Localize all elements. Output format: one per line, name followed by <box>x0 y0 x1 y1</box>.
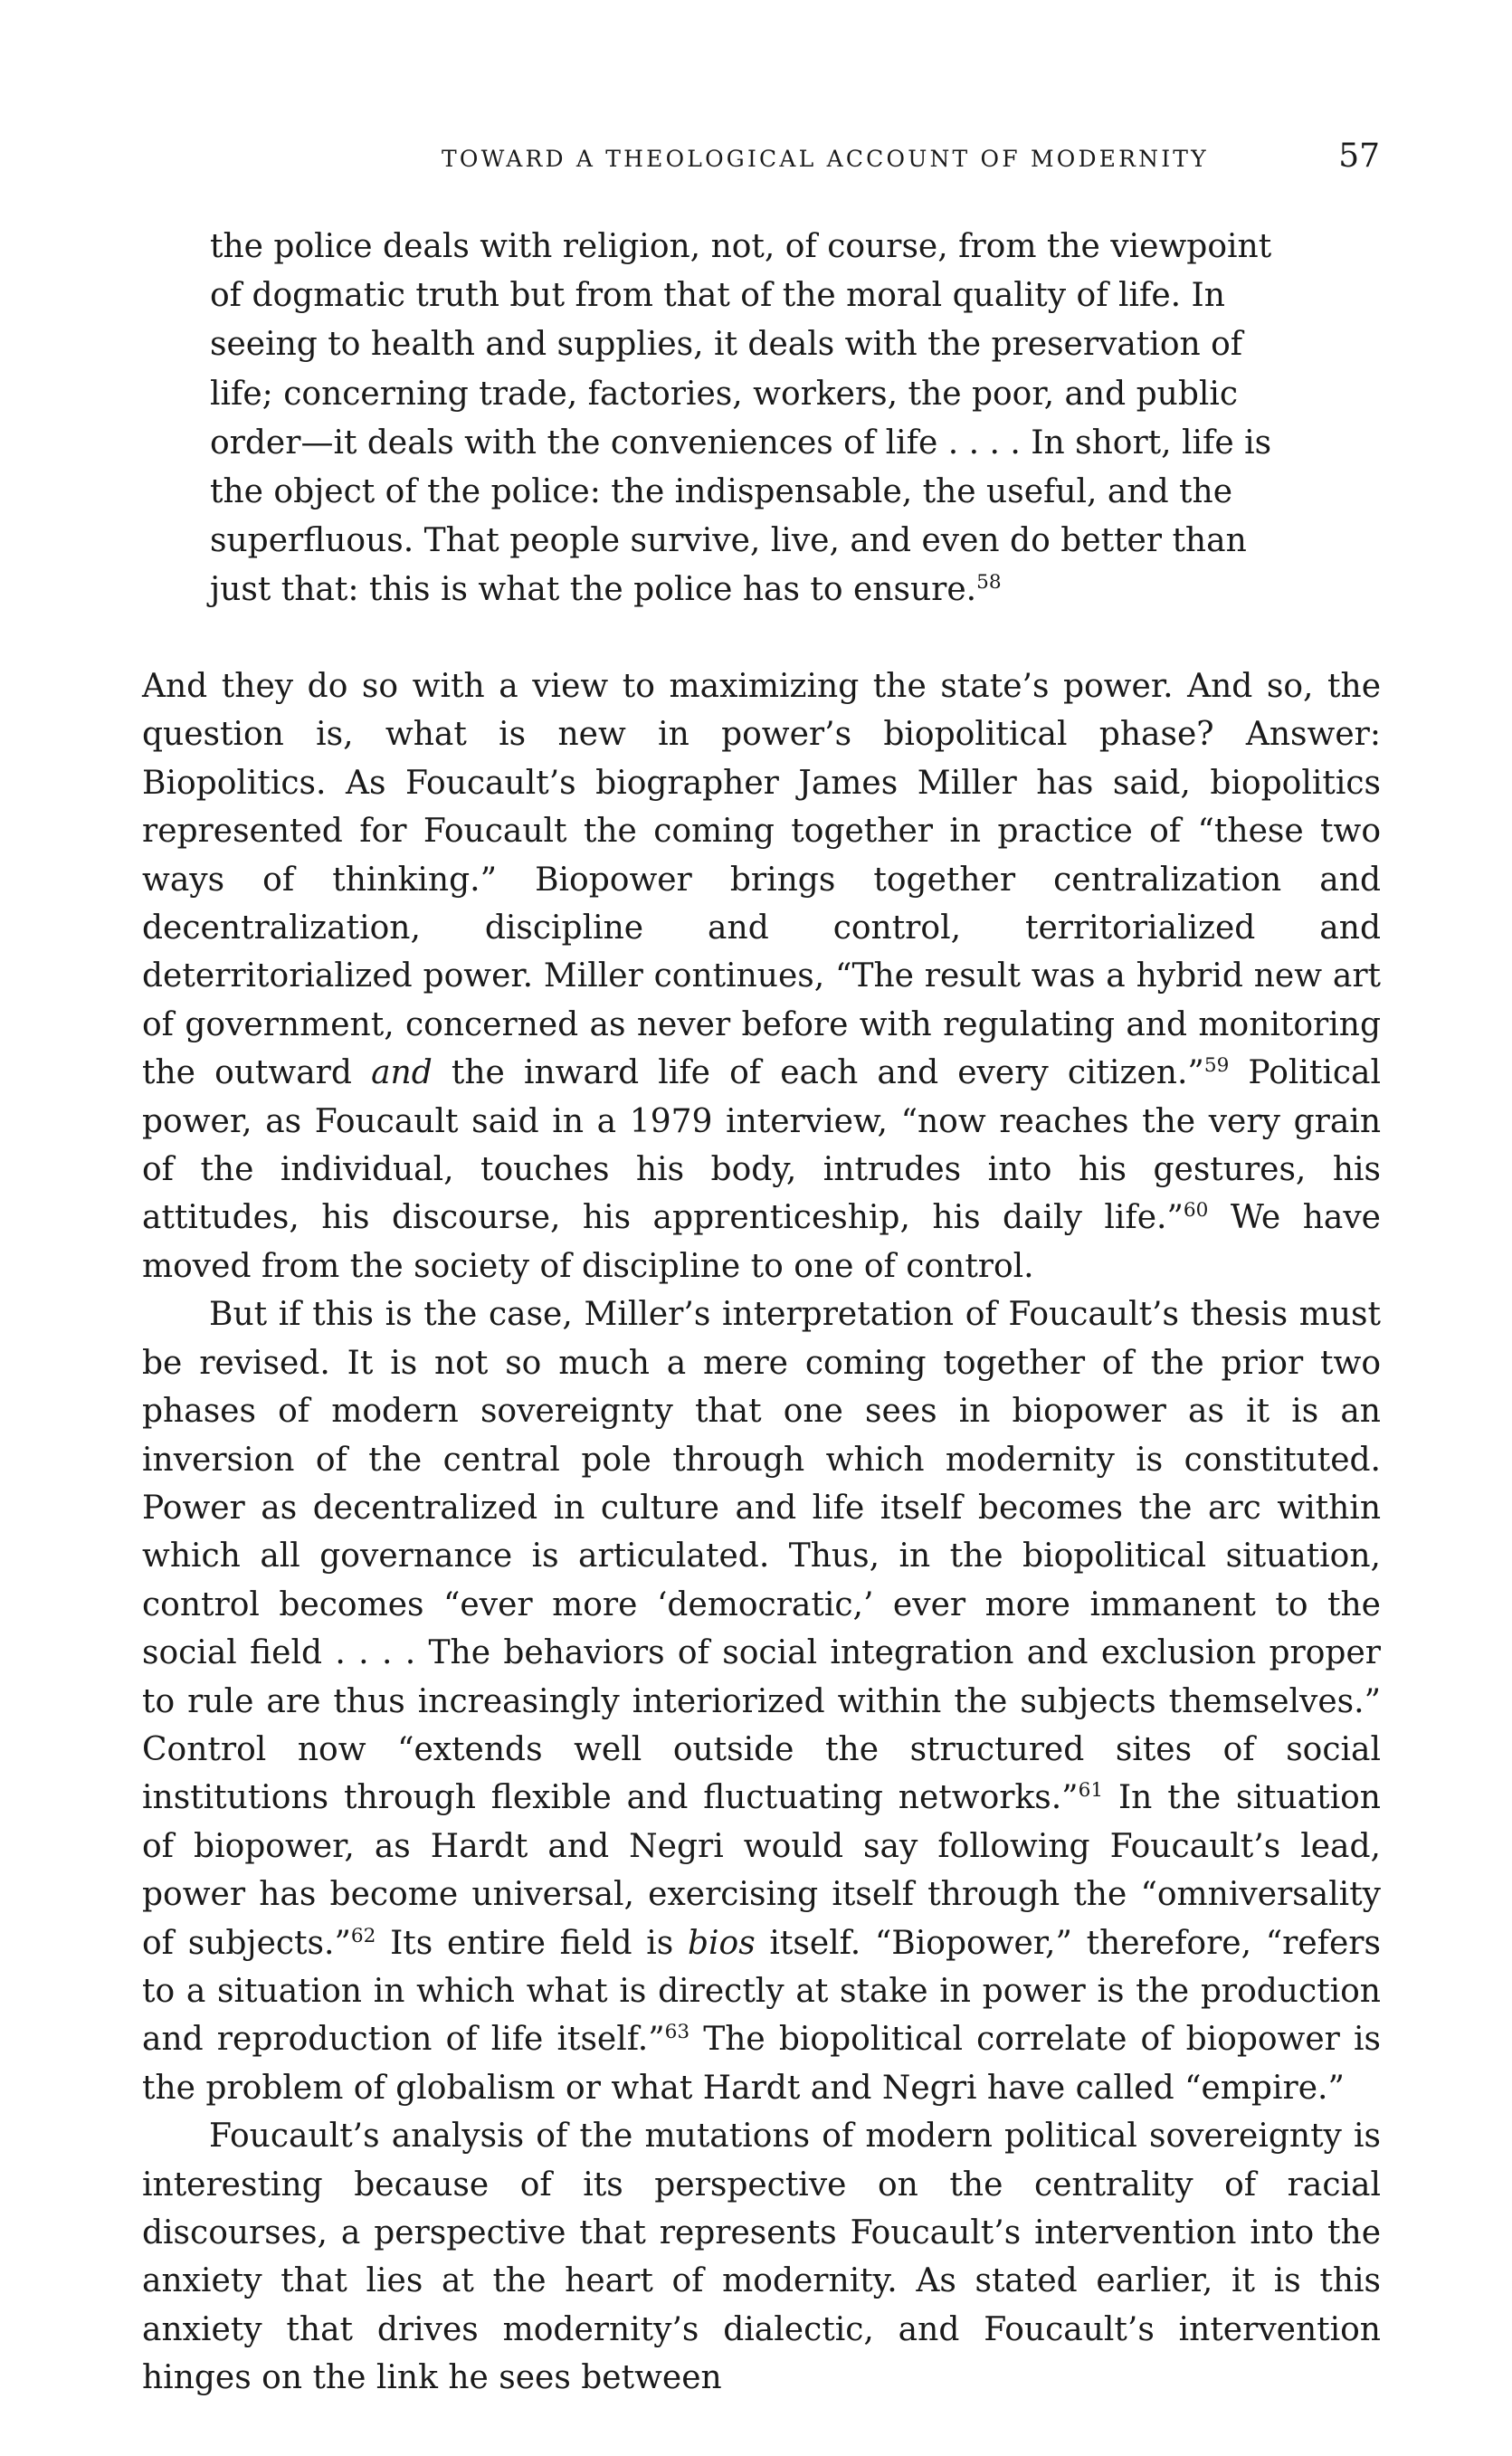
page-header <box>442 138 1380 175</box>
footnote-ref-61: 61 <box>1078 1779 1104 1803</box>
text-segment: We have moved from the society of discipline to one of control. <box>142 1199 1381 1285</box>
footnote-ref-63: 63 <box>664 2021 690 2044</box>
block-quote-text: the police deals with religion, not, of course, from the viewpoint of dogmatic truth but from that of the moral quality of life. In seeing to health and supplies, it deals with the preservation of life; concerning trade, factories, workers, the poor, and public order—it deals with the conveniences of life . . . . In short, life is the object of the police: the indispensable, the useful, and the superfluous. That people survive, live, and even do better than just that: this is what the police has to ensure. <box>210 228 1272 609</box>
text-segment: the inward life of each and every citizen.” <box>432 1054 1204 1092</box>
block-quote <box>210 223 1305 615</box>
footnote-ref-58: 58 <box>976 571 1002 595</box>
text-segment: Its entire field is <box>376 1924 688 1962</box>
text-segment: The biopolitical correlate of biopower is the problem of globalism or what Hardt and Negri have called “empire.” <box>142 2021 1381 2107</box>
paragraph-1 <box>142 662 1381 1290</box>
page-number: 57 <box>1338 138 1380 175</box>
block-quote-paragraph <box>210 223 1305 615</box>
footnote-ref-62: 62 <box>350 1924 376 1947</box>
footnote-ref-59: 59 <box>1203 1054 1230 1078</box>
body-text <box>142 662 1381 2403</box>
running-head: TOWARD A THEOLOGICAL ACCOUNT OF MODERNITY <box>442 146 1209 172</box>
text-segment: Political power, as Foucault said in a 1979 interview, “now reaches the very grain of the individual, touches his body, intrudes into his gestures, his attitudes, his discourse, his apprenticeship, his daily life.” <box>142 1054 1382 1237</box>
paragraph-2 <box>142 1290 1381 2112</box>
text-segment: And they do so with a view to maximizing the state’s power. And so, the question is, what is new in power’s biopolitical phase? Answer: Biopolitics. As Foucault’s biographer James Miller has said, biopolitics represented for Foucault the coming together in practice of “these two ways of thinking.” Biopower brings together centralization and decentralization, discipline and control, territorialized and deterritorialized power. Miller continues, “The result was a hybrid new art of government, concerned as never before with regulating and monitoring the outward <box>142 668 1381 1092</box>
emphasis-text: and <box>371 1054 433 1092</box>
paragraph-3 <box>142 2112 1381 2402</box>
text-segment: itself. “Biopower,” therefore, “refers to a situation in which what is directly at stake in power is the production and reproduction of life itself.” <box>142 1924 1381 2059</box>
footnote-ref-60: 60 <box>1183 1199 1209 1223</box>
text-segment: In the situation of biopower, as Hardt and Negri would say following Foucault’s lead, power has become universal, exercising itself through the “omniversality of subjects.” <box>142 1779 1381 1962</box>
emphasis-text: bios <box>687 1924 756 1962</box>
text-segment: Foucault’s analysis of the mutations of modern political sovereignty is interesting because of its perspective on the centrality of racial discourses, a perspective that represents Foucault’s intervention into the anxiety that lies at the heart of modernity. As stated earlier, it is this anxiety that drives modernity’s dialectic, and Foucault’s intervention hinges on the link he sees between <box>142 2118 1381 2397</box>
text-segment: But if this is the case, Miller’s interpretation of Foucault’s thesis must be revised. It is not so much a mere coming together of the prior two phases of modern sovereignty that one sees in biopower as it is an inversion of the central pole through which modernity is constituted. Power as decentralized in culture and life itself becomes the arc within which all governance is articulated. Thus, in the biopolitical situation, control becomes “ever more ‘democratic,’ ever more immanent to the social field . . . . The behaviors of social integration and exclusion proper to rule are thus increasingly interiorized within the subjects themselves.” Control now “extends well outside the structured sites of social institutions through flexible and fluctuating networks.” <box>142 1296 1381 1817</box>
